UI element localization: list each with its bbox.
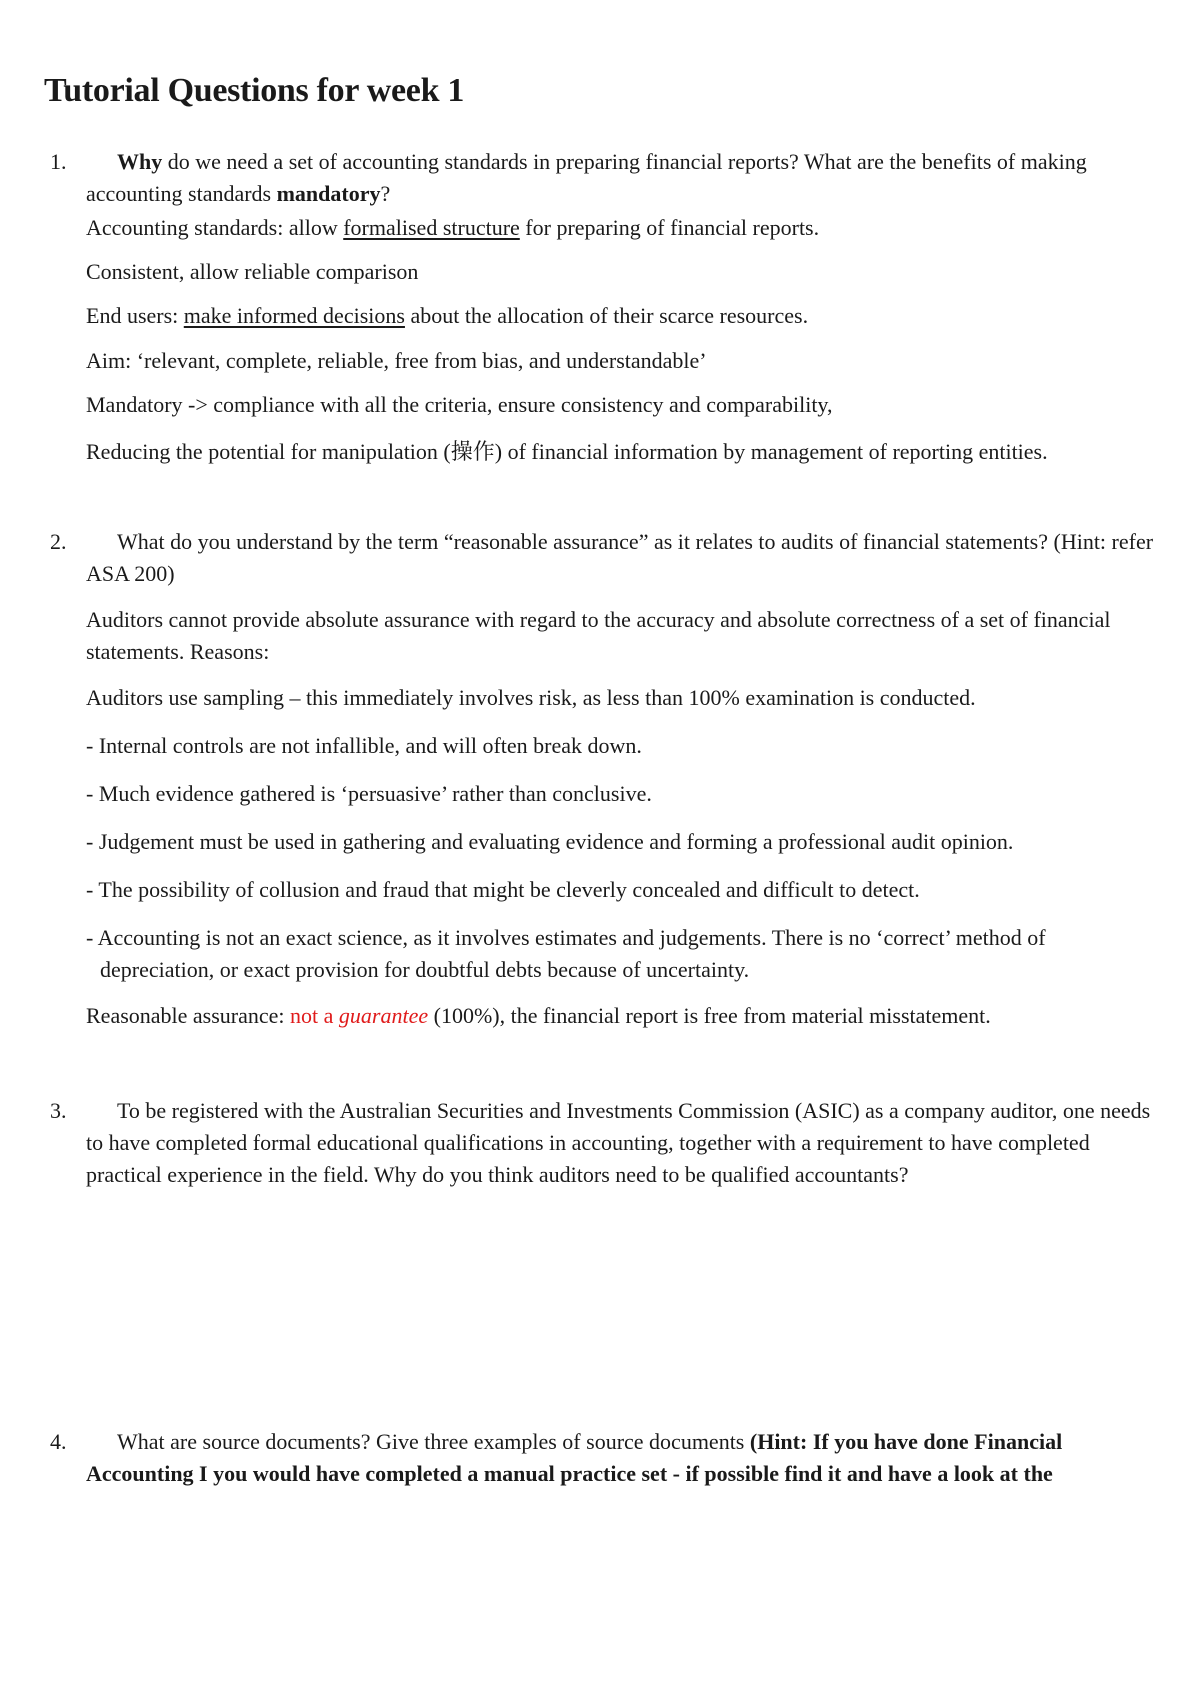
- question-number: 4.: [50, 1429, 67, 1454]
- highlighted-italic-text: guarantee: [338, 1003, 429, 1028]
- emphasis-mandatory: mandatory: [276, 181, 381, 206]
- answer-line: Reasonable assurance: not a guarantee (100%), the financial report is free from material misstatement.: [86, 1003, 991, 1028]
- question-1: [50, 146, 1160, 210]
- question-text-part: ?: [380, 181, 391, 206]
- question-text: What do you understand by the term “reasonable assurance” as it relates to audits of financial statements? (Hint: refer ASA 200): [86, 529, 1154, 586]
- page-title: Tutorial Questions for week 1: [44, 72, 465, 109]
- question-text: To be registered with the Australian Securities and Investments Commission (ASIC) as a company auditor, one needs to have completed formal educational qualifications in accounting, together with a requirement to have completed practical experience in the field. Why do you think auditors need to be qualified accountants?: [86, 1098, 1151, 1187]
- underlined-text: make informed decisions: [183, 303, 405, 328]
- answer-line: Aim: ‘relevant, complete, reliable, free from bias, and understandable’: [86, 348, 707, 373]
- underlined-text: formalised structure: [343, 215, 520, 240]
- answer-line: Reducing the potential for manipulation (操作) of financial information by management of reporting entities.: [86, 439, 1048, 464]
- answer-line: Consistent, allow reliable comparison: [86, 259, 419, 284]
- question-text: What are source documents? Give three examples of source documents (Hint: If you have done Financial Accounting I you would have completed a manual practice set - if possible find it and have a look at the: [86, 1429, 1063, 1486]
- highlighted-text: not a: [290, 1003, 339, 1028]
- question-3: [50, 1095, 1160, 1191]
- question-number: 3.: [50, 1098, 67, 1123]
- question-number: 1.: [50, 149, 67, 174]
- answer-line: Auditors use sampling – this immediately involves risk, as less than 100% examination is conducted.: [86, 685, 976, 710]
- answer-line: End users: make informed decisions about the allocation of their scarce resources.: [86, 303, 809, 328]
- question-text: [50, 146, 1160, 210]
- answer-bullet: - Accounting is not an exact science, as it involves estimates and judgements. There is no ‘correct’ method of depreciation, or exact provision for doubtful debts because of uncertainty.: [86, 925, 1046, 982]
- question-2: [50, 526, 1160, 590]
- answer-line: Auditors cannot provide absolute assurance with regard to the accuracy and absolute correctness of a set of financial statements. Reasons:: [86, 607, 1111, 664]
- answer-line: Mandatory -> compliance with all the criteria, ensure consistency and comparability,: [86, 392, 833, 417]
- answer-bullet: - Much evidence gathered is ‘persuasive’ rather than conclusive.: [86, 781, 652, 806]
- question-text-part: do we need a set of accounting standards in preparing financial reports? What are the benefits of making accounting standards: [86, 149, 1087, 206]
- emphasis-why: Why: [117, 149, 163, 174]
- question-number: 2.: [50, 529, 67, 554]
- answer-line: Accounting standards: allow formalised structure for preparing of financial reports.: [86, 215, 820, 240]
- question-4: [50, 1426, 1160, 1490]
- answer-bullet: - Internal controls are not infallible, and will often break down.: [86, 733, 642, 758]
- answer-bullet: - The possibility of collusion and fraud that might be cleverly concealed and difficult to detect.: [86, 877, 920, 902]
- hint-text: (Hint: If you have done Financial Accounting I you would have completed a manual practice set - if possible find it and have a look at the: [86, 1429, 1063, 1486]
- answer-bullet: - Judgement must be used in gathering and evaluating evidence and forming a professional audit opinion.: [86, 829, 1014, 854]
